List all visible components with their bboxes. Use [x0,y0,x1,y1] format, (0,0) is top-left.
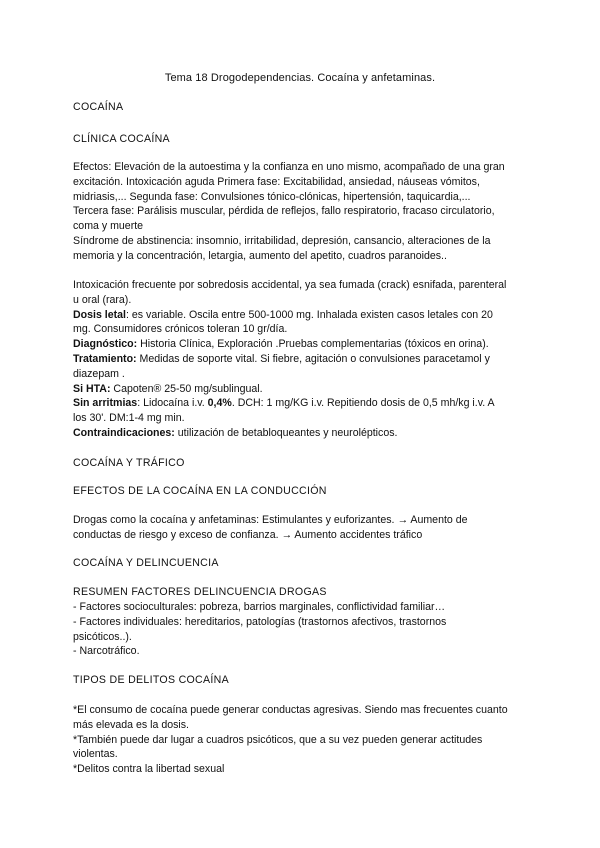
efectos-line: coma y muerte [73,220,144,233]
heading-cocaina: COCAÍNA [73,101,124,113]
intox-line: Intoxicación frecuente por sobredosis accidental, ya sea fumada (crack) esnifada, parenteral [73,279,507,291]
intox-line: u oral (rara). [73,293,132,306]
delitos-line: *También puede dar lugar a cuadros psicóticos, que a su vez pueden generar actitudes [73,733,483,746]
dosis-letal-line-2: mg. Consumidores crónicos toleran 10 gr/día. [73,323,288,336]
diagnostico-line [73,337,533,352]
arritmias-line [73,396,533,411]
conduccion-line: Drogas como la cocaína y anfetaminas: Estimulantes y euforizantes. → Aumento de [73,514,468,526]
heading-clinica: CLÍNICA COCAÍNA [73,133,170,145]
heading-tipos-delitos: TIPOS DE DELITOS COCAÍNA [73,674,229,686]
arritmias-text-c: . DCH: 1 mg/KG i.v. Repitiendo dosis de 0,5 mh/kg i.v. A [231,397,495,410]
conduccion-line: conductas de riesgo y exceso de confianza. → Aumento accidentes tráfico [73,528,423,541]
efectos-line: excitación. Intoxicación aguda Primera fase: Excitabilidad, ansiedad, náuseas vómitos, [73,175,480,188]
dosis-letal-label: Dosis letal [73,308,126,321]
delitos-line: violentas. [73,748,118,761]
contraindicaciones-label: Contraindicaciones: [73,426,175,439]
efectos-line: Tercera fase: Parálisis muscular, pérdida de reflejos, fallo respiratorio, fracaso circulatorio, [73,205,495,218]
intoxicacion-paragraph [73,278,533,441]
arritmias-dose: 0,4% [207,397,232,410]
list-item-continued: psicóticos..). [73,630,132,643]
efectos-paragraph [73,160,533,264]
tratamiento-line [73,352,533,367]
heading-resumen: RESUMEN FACTORES DELINCUENCIA DROGAS [73,586,327,598]
dosis-letal-line [73,308,533,323]
conduccion-paragraph [73,513,533,543]
efectos-line: Efectos: Elevación de la autoestima y la confianza en uno mismo, acompañado de una gran [73,161,505,173]
heading-delincuencia: COCAÍNA Y DELINCUENCIA [73,557,219,569]
tratamiento-line-2: diazepam . [73,367,125,380]
hta-text: Capoten® 25-50 mg/sublingual. [110,382,263,395]
delitos-line: *Delitos contra la libertad sexual [73,763,225,776]
list-item: - Factores individuales: hereditarios, patologías (trastornos afectivos, trastornos [73,615,447,628]
arritmias-line-2: los 30'. DM:1-4 mg min. [73,412,185,425]
tratamiento-text: Medidas de soporte vital. Si fiebre, agitación o convulsiones paracetamol y [136,352,490,365]
diagnostico-label: Diagnóstico: [73,338,138,351]
efectos-line: Síndrome de abstinencia: insomnio, irritabilidad, depresión, cansancio, alteraciones de la [73,234,491,247]
arritmias-label: Sin arritmias [73,397,138,410]
contraindicaciones-text: utilización de betabloqueantes y neurolépticos. [174,426,398,439]
tratamiento-label: Tratamiento: [73,352,137,365]
document-title: Tema 18 Drogodependencias. Cocaína y anfetaminas. [164,72,436,84]
delitos-line: *El consumo de cocaína puede generar conductas agresivas. Siendo mas frecuentes cuanto [73,704,508,716]
efectos-line: memoria y la concentración, letargia, aumento del apetito, cuadros paranoides.. [73,249,447,262]
contraindicaciones-line [73,426,533,441]
hta-line [73,382,533,397]
hta-label: Si HTA: [73,382,111,395]
list-item: - Narcotráfico. [73,645,140,658]
arritmias-text-a: : Lidocaína i.v. [137,397,208,410]
diagnostico-text: Historia Clínica, Exploración .Pruebas complementarias (tóxicos en orina). [137,338,489,351]
heading-efectos-conduccion: EFECTOS DE LA COCAÍNA EN LA CONDUCCIÓN [73,485,327,497]
list-item: - Factores socioculturales: pobreza, barrios marginales, conflictividad familiar… [73,601,446,613]
heading-trafico: COCAÍNA Y TRÁFICO [73,457,185,469]
efectos-line: midriasis,... Segunda fase: Convulsiones tónico-clónicas, hipertensión, taquicardia,... [73,190,471,203]
delitos-line: más elevada es la dosis. [73,718,190,731]
delitos-paragraph [73,703,533,777]
dosis-letal-text: : es variable. Oscila entre 500-1000 mg. Inhalada existen casos letales con 20 [126,308,493,321]
factores-list [73,600,533,659]
